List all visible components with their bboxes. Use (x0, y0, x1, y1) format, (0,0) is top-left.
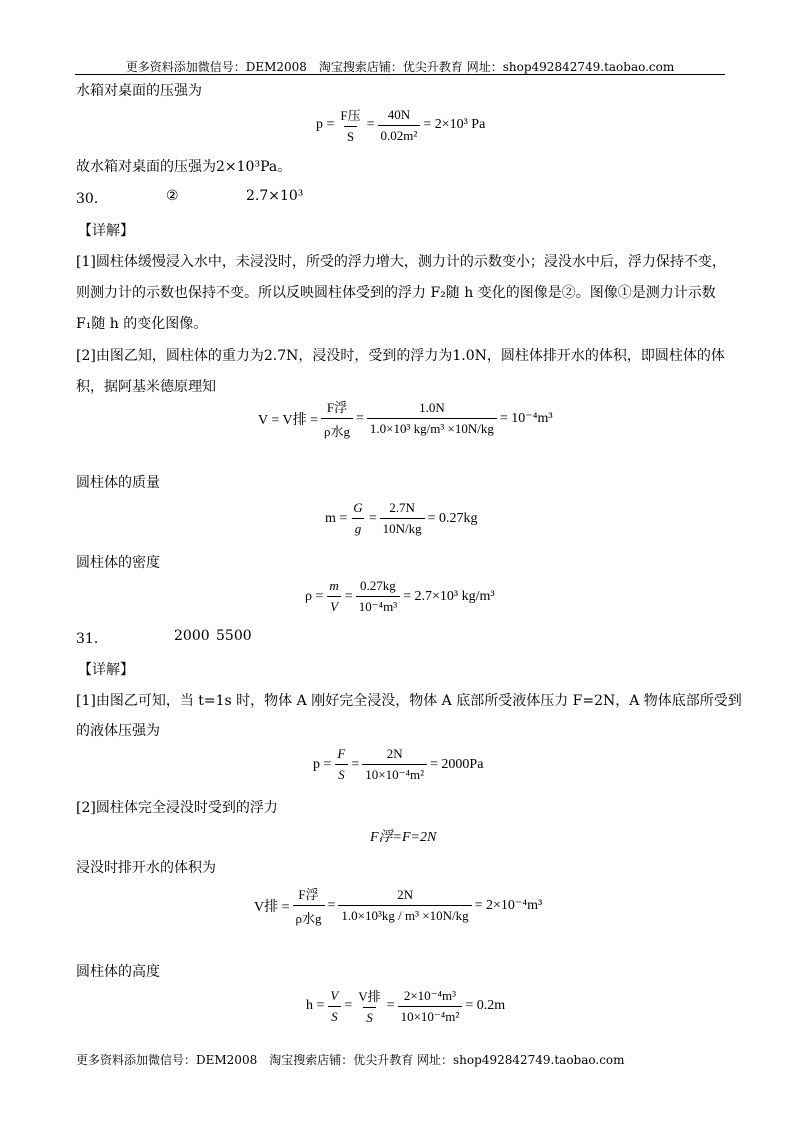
fraction (338, 887, 471, 924)
numerator: G (353, 500, 363, 515)
fraction (321, 397, 353, 440)
equation-buoyancy: F浮=F=2N (370, 830, 437, 845)
denominator: g (352, 518, 365, 537)
text-line: 故水箱对桌面的压强为2×10³Pa。 (76, 159, 292, 175)
text-line: 浸没时排开水的体积为 (76, 860, 216, 876)
denominator: 10×10⁻⁴m² (362, 764, 427, 783)
equation-displaced-volume: V排 = $\frac{\text{F浮}}{\text{ρ水g}}$ = $\frac{2N}{\text{1.0×10³kg / m³ ×10N/kg}}$ = 2×10⁻⁴m³ (254, 884, 542, 927)
text-line: 圆柱体的高度 (76, 964, 160, 980)
numerator: m (329, 578, 339, 593)
answer: 5500 (216, 628, 252, 644)
denominator: 10N/kg (380, 518, 425, 537)
numerator: 40N (387, 106, 411, 122)
fraction (293, 884, 325, 927)
fraction (380, 500, 425, 537)
eq-rhs: = 2000Pa (430, 756, 484, 772)
text-line: 积，据阿基米德原理知 (76, 379, 216, 395)
denominator: S (335, 764, 348, 783)
eq-lhs: V排 = (254, 899, 290, 915)
numerator: 2.7N (389, 500, 415, 515)
section-label: 【详解】 (78, 662, 134, 678)
numerator: F压 (340, 108, 361, 123)
numerator: F浮 (326, 400, 348, 415)
equation-density: ρ = $\frac{m}{V}$ = $\frac{0.27kg}{\text{10⁻⁴m³}}$ = 2.7×10³ kg/m³ (305, 578, 495, 614)
answer: ② (166, 188, 179, 204)
numerator: 2N (386, 746, 403, 761)
eq-lhs: ρ = (305, 588, 324, 604)
eq-lhs: h = (306, 998, 325, 1013)
denominator: ρ水g (321, 418, 353, 440)
fraction (334, 746, 348, 783)
equation-volume: V = V排 = $\frac{\text{F浮}}{\text{ρ水g}}$ = $\frac{1.0N}{\text{1.0×10³ kg/m³ ×10N/kg}}$ = 10⁻⁴m³ (258, 397, 553, 440)
eq-rhs: = 2×10³ Pa (423, 117, 486, 132)
text-line: 则测力计的示数也保持不变。所以反映圆柱体受到的浮力 F₂随 h 变化的图像是②。图像①是测力计示数 (76, 285, 716, 301)
page-footer: 更多资料添加微信号：DEM2008 淘宝搜索店铺：优尖升教育 网址：shop492842749.taobao.com (76, 1053, 625, 1067)
text-line: [2]圆柱体完全浸没时受到的浮力 (76, 800, 278, 816)
equation-pressure-tank: p = $\frac{\text{F压}}{S}$ = $\frac{40N}{\text{0.02m²}}$ = 2×10³ Pa (316, 106, 486, 144)
fraction (327, 988, 341, 1025)
numerator: F浮 (298, 887, 319, 902)
numerator: 2×10⁻⁴m³ (403, 987, 457, 1003)
denominator: S (328, 1006, 341, 1025)
eq-lhs: p = (313, 756, 332, 772)
eq-rhs: = 2.7×10³ kg/m³ (403, 588, 495, 604)
denominator: 1.0×10³kg / m³ ×10N/kg (338, 905, 471, 924)
denominator: 10×10⁻⁴m² (398, 1006, 463, 1025)
denominator: S (363, 1007, 376, 1026)
numerator: 2N (397, 887, 413, 902)
fraction (356, 578, 400, 615)
equation-height: h = $\frac{V}{S}$ = $\frac{\text{V排}}{S}$ = $\frac{\text{2×10⁻⁴m³}}{\text{10×10⁻⁴m²}}$ = 0.2m (306, 987, 506, 1025)
eq-rhs: = 10⁻⁴m³ (499, 411, 553, 426)
text-line: 水箱对桌面的压强为 (76, 83, 202, 99)
numerator: 0.27kg (360, 578, 396, 593)
denominator: S (344, 126, 357, 145)
fraction (326, 578, 341, 615)
answer: 2.7×10³ (246, 188, 304, 204)
eq-rhs: = 0.2m (465, 998, 506, 1013)
text-line: 圆柱体的密度 (76, 555, 160, 571)
fraction (367, 400, 497, 437)
fraction (398, 988, 463, 1025)
text-line: [1]圆柱体缓慢浸入水中，未浸没时，所受的浮力增大，测力计的示数变小；浸没水中后，浮力保持不变， (76, 254, 726, 270)
eq-rhs: = 0.27kg (427, 510, 478, 526)
fraction (337, 105, 363, 145)
numerator: F (337, 746, 346, 761)
eq-lhs: p = (316, 117, 335, 132)
equation-pressure-a: p = $\frac{F}{S}$ = $\frac{2N}{\text{10×10⁻⁴m²}}$ = 2000Pa (313, 746, 484, 782)
fraction (362, 746, 427, 783)
answer: 2000 (174, 628, 210, 644)
fraction (350, 500, 365, 537)
question-number: 31． (76, 631, 108, 647)
denominator: 10⁻⁴m³ (356, 596, 400, 615)
denominator: V (327, 596, 341, 615)
section-label: 【详解】 (78, 223, 134, 239)
equation-mass: m = $\frac{G}{g}$ = $\frac{2.7N}{10N/kg}$ = 0.27kg (325, 500, 478, 536)
numerator: V排 (358, 989, 381, 1004)
numerator: V (330, 987, 339, 1003)
denominator: ρ水g (293, 905, 325, 927)
numerator: 1.0N (419, 400, 445, 415)
fraction (355, 986, 383, 1026)
text-line: 圆柱体的质量 (76, 475, 160, 491)
eq-rhs: = 2×10⁻⁴m³ (474, 898, 543, 913)
text-line: F₁随 h 的变化图像。 (76, 316, 208, 332)
eq-lhs: V = V排 = (258, 412, 319, 428)
page-header: 更多资料添加微信号：DEM2008 淘宝搜索店铺：优尖升教育 网址：shop492842749.taobao.com (125, 60, 675, 74)
text-line: 的液体压强为 (76, 723, 160, 739)
denominator: 0.02m² (378, 125, 421, 144)
text-line: [2]由图乙知，圆柱体的重力为2.7N，浸没时，受到的浮力为1.0N，圆柱体排开水的体积，即圆柱体的体 (76, 348, 725, 364)
text-line: [1]由图乙可知，当 t=1s 时，物体 A 刚好完全浸没，物体 A 底部所受液体压力 F=2N，A 物体底部所受到 (76, 693, 742, 709)
eq-lhs: m = (325, 510, 348, 526)
fraction (378, 107, 421, 144)
question-number: 30． (76, 191, 108, 207)
header-rule (75, 74, 725, 75)
denominator: 1.0×10³ kg/m³ ×10N/kg (367, 418, 497, 437)
